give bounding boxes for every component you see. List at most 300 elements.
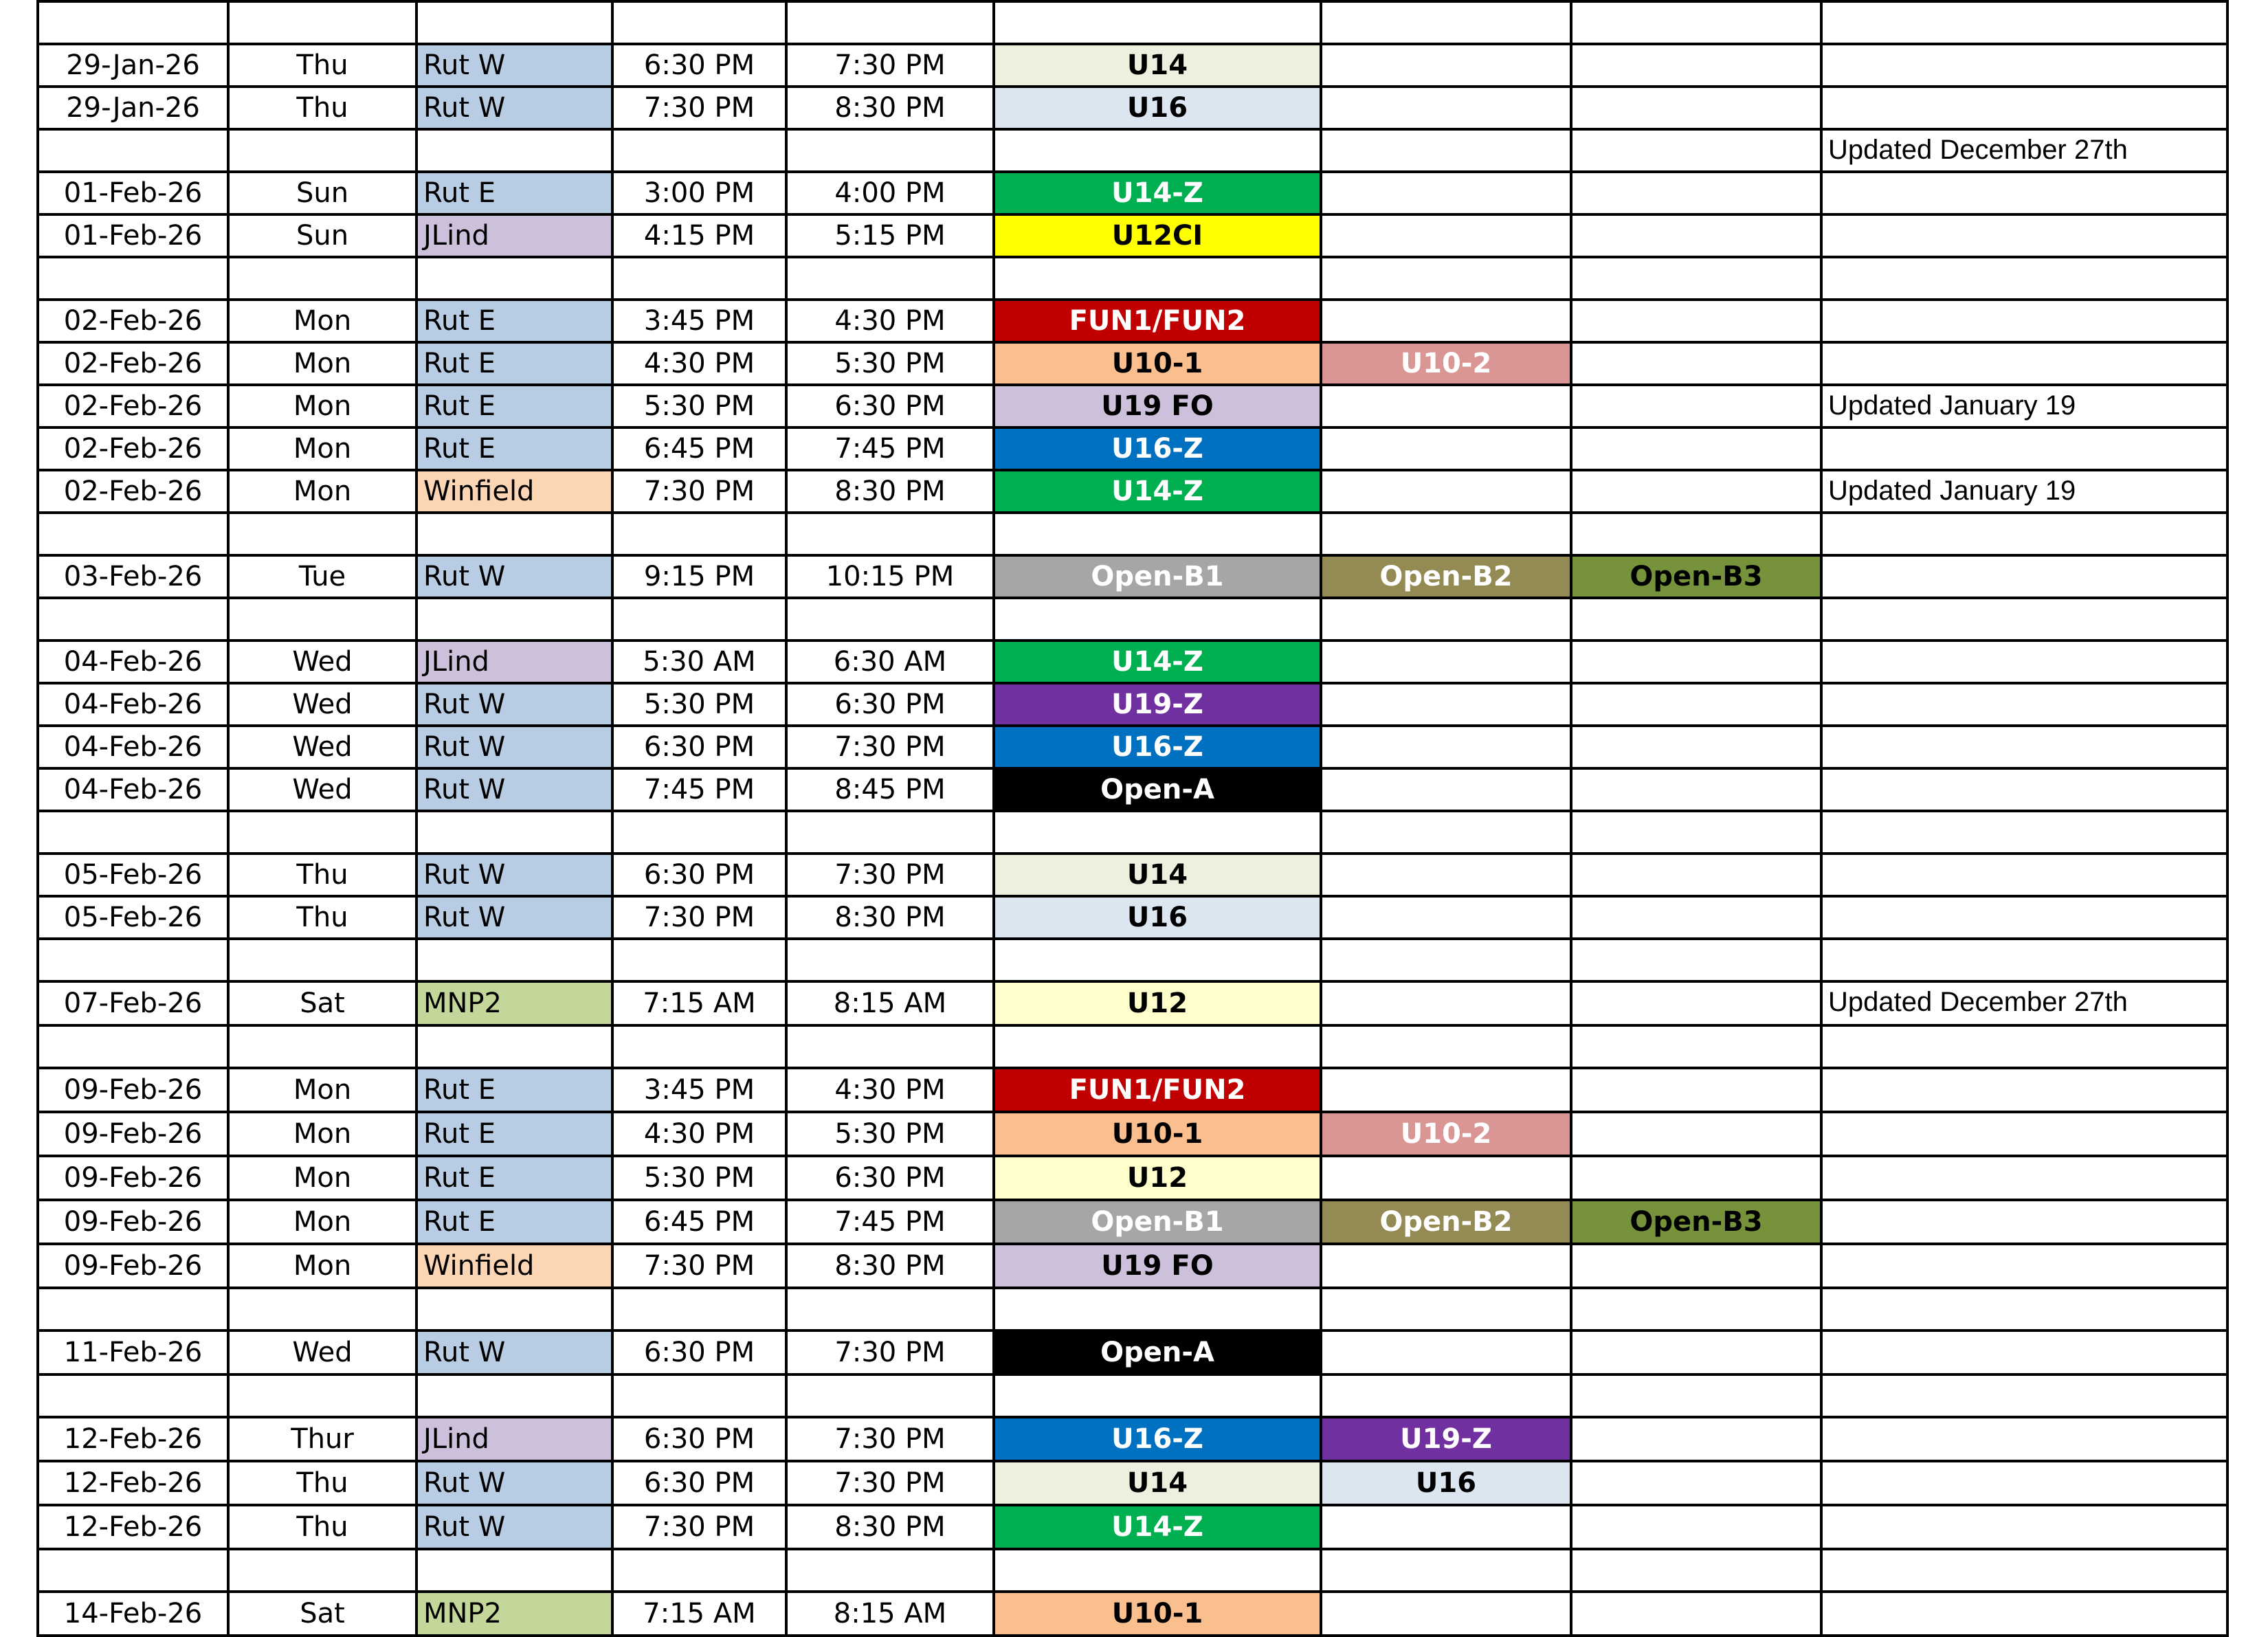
date-cell [38,1374,228,1417]
day-cell: Thu [228,854,416,896]
table-row [38,811,2227,854]
end-time-cell [786,598,994,641]
end-time-cell: 8:30 PM [786,896,994,939]
note-cell [1821,1025,2227,1068]
date-cell: 03-Feb-26 [38,555,228,598]
note-cell: Updated January 19 [1821,385,2227,427]
note-cell [1821,342,2227,385]
day-cell: Thur [228,1417,416,1461]
rink-cell: Rut E [416,342,612,385]
start-time-cell [612,1,786,44]
note-cell [1821,555,2227,598]
rink-cell: Winfield [416,1244,612,1288]
rink-cell: Rut E [416,1068,612,1112]
note-cell [1821,683,2227,726]
note-cell [1821,641,2227,683]
team-3-cell [1571,1417,1821,1461]
day-cell: Wed [228,641,416,683]
team-3-cell: Open-B3 [1571,555,1821,598]
start-time-cell: 6:45 PM [612,427,786,470]
end-time-cell: 4:30 PM [786,1068,994,1112]
note-cell [1821,1,2227,44]
team-2-cell [1321,1549,1571,1592]
rink-cell [416,1288,612,1330]
team-2-cell [1321,1505,1571,1549]
end-time-cell: 8:15 AM [786,1592,994,1636]
rink-cell [416,1549,612,1592]
start-time-cell: 7:30 PM [612,896,786,939]
table-row [38,896,2227,939]
table-row [38,768,2227,811]
note-cell: Updated December 27th [1821,129,2227,172]
note-cell [1821,44,2227,87]
rink-cell [416,257,612,300]
start-time-cell: 6:30 PM [612,1330,786,1374]
start-time-cell: 7:45 PM [612,768,786,811]
rink-cell [416,811,612,854]
end-time-cell: 4:00 PM [786,172,994,214]
date-cell [38,1025,228,1068]
date-cell: 12-Feb-26 [38,1417,228,1461]
team-3-cell [1571,470,1821,513]
team-3-cell [1571,981,1821,1025]
date-cell: 12-Feb-26 [38,1505,228,1549]
start-time-cell: 3:00 PM [612,172,786,214]
day-cell: Wed [228,726,416,768]
table-row [38,1330,2227,1374]
rink-cell [416,513,612,555]
team-2-cell [1321,172,1571,214]
date-cell: 02-Feb-26 [38,470,228,513]
team-2-cell [1321,1,1571,44]
end-time-cell [786,1025,994,1068]
team-2-cell [1321,1592,1571,1636]
date-cell: 29-Jan-26 [38,44,228,87]
day-cell: Mon [228,1068,416,1112]
rink-cell: Rut W [416,44,612,87]
team-2-cell: U16 [1321,1461,1571,1505]
team-2-cell [1321,939,1571,981]
team-1-cell: U14-Z [994,470,1321,513]
start-time-cell [612,129,786,172]
team-2-cell: Open-B2 [1321,555,1571,598]
team-3-cell [1571,214,1821,257]
end-time-cell: 4:30 PM [786,300,994,342]
date-cell [38,513,228,555]
note-cell: Updated January 19 [1821,470,2227,513]
note-cell [1821,1112,2227,1156]
end-time-cell [786,513,994,555]
table-row [38,257,2227,300]
start-time-cell: 6:45 PM [612,1200,786,1244]
table-row [38,1068,2227,1112]
end-time-cell [786,811,994,854]
date-cell: 29-Jan-26 [38,87,228,129]
team-1-cell: U16-Z [994,1417,1321,1461]
team-3-cell [1571,896,1821,939]
team-2-cell [1321,641,1571,683]
team-2-cell: Open-B2 [1321,1200,1571,1244]
team-2-cell [1321,44,1571,87]
day-cell [228,939,416,981]
date-cell: 04-Feb-26 [38,768,228,811]
team-2-cell [1321,1068,1571,1112]
end-time-cell: 5:15 PM [786,214,994,257]
team-1-cell: U12 [994,981,1321,1025]
date-cell: 09-Feb-26 [38,1156,228,1200]
team-2-cell [1321,1025,1571,1068]
end-time-cell: 7:30 PM [786,854,994,896]
start-time-cell [612,257,786,300]
note-cell [1821,513,2227,555]
note-cell [1821,300,2227,342]
start-time-cell [612,939,786,981]
date-cell: 02-Feb-26 [38,427,228,470]
team-2-cell [1321,1156,1571,1200]
date-cell: 14-Feb-26 [38,1592,228,1636]
team-2-cell [1321,811,1571,854]
end-time-cell [786,1549,994,1592]
day-cell: Thu [228,1461,416,1505]
start-time-cell: 3:45 PM [612,300,786,342]
table-row [38,1200,2227,1244]
team-1-cell: U12CI [994,214,1321,257]
day-cell: Mon [228,427,416,470]
end-time-cell: 8:30 PM [786,470,994,513]
ice-schedule-table [36,0,2229,1637]
team-1-cell: U10-1 [994,1592,1321,1636]
note-cell [1821,214,2227,257]
team-1-cell: U16 [994,87,1321,129]
start-time-cell: 4:30 PM [612,1112,786,1156]
rink-cell [416,1025,612,1068]
day-cell [228,1025,416,1068]
date-cell: 07-Feb-26 [38,981,228,1025]
team-3-cell [1571,129,1821,172]
start-time-cell [612,1374,786,1417]
team-2-cell [1321,427,1571,470]
date-cell [38,939,228,981]
table-row [38,342,2227,385]
team-3-cell [1571,1461,1821,1505]
day-cell: Sat [228,981,416,1025]
team-1-cell [994,598,1321,641]
team-3-cell [1571,1330,1821,1374]
table-row [38,555,2227,598]
note-cell [1821,172,2227,214]
note-cell [1821,1244,2227,1288]
rink-cell [416,129,612,172]
note-cell [1821,427,2227,470]
team-1-cell: U10-1 [994,342,1321,385]
day-cell: Thu [228,44,416,87]
team-2-cell [1321,683,1571,726]
date-cell [38,598,228,641]
team-2-cell [1321,513,1571,555]
note-cell [1821,939,2227,981]
table-row [38,470,2227,513]
table-row [38,1374,2227,1417]
day-cell [228,1,416,44]
day-cell: Thu [228,1505,416,1549]
table-row [38,1461,2227,1505]
rink-cell: MNP2 [416,981,612,1025]
team-1-cell: U14-Z [994,172,1321,214]
team-3-cell [1571,1505,1821,1549]
team-3-cell [1571,1068,1821,1112]
team-2-cell: U19-Z [1321,1417,1571,1461]
note-cell [1821,726,2227,768]
team-2-cell [1321,214,1571,257]
team-1-cell [994,1549,1321,1592]
team-2-cell [1321,598,1571,641]
team-3-cell [1571,1156,1821,1200]
day-cell [228,811,416,854]
day-cell: Thu [228,87,416,129]
team-3-cell [1571,257,1821,300]
note-cell [1821,1461,2227,1505]
date-cell: 02-Feb-26 [38,300,228,342]
table-row [38,214,2227,257]
start-time-cell: 6:30 PM [612,44,786,87]
table-row [38,300,2227,342]
team-1-cell: U12 [994,1156,1321,1200]
start-time-cell [612,1549,786,1592]
team-2-cell [1321,1288,1571,1330]
table-row [38,1592,2227,1636]
note-cell [1821,1417,2227,1461]
team-2-cell [1321,257,1571,300]
rink-cell [416,1374,612,1417]
start-time-cell: 6:30 PM [612,726,786,768]
rink-cell: Rut W [416,555,612,598]
table-row [38,1549,2227,1592]
rink-cell: Rut E [416,385,612,427]
start-time-cell: 4:15 PM [612,214,786,257]
rink-cell: JLind [416,641,612,683]
rink-cell: Rut W [416,1461,612,1505]
table-row [38,641,2227,683]
day-cell: Mon [228,1200,416,1244]
day-cell: Mon [228,470,416,513]
team-3-cell [1571,1,1821,44]
team-2-cell [1321,129,1571,172]
end-time-cell: 7:30 PM [786,1417,994,1461]
team-1-cell [994,939,1321,981]
table-row [38,129,2227,172]
table-row [38,1244,2227,1288]
end-time-cell [786,129,994,172]
team-1-cell: U19-Z [994,683,1321,726]
note-cell [1821,854,2227,896]
date-cell [38,1549,228,1592]
team-1-cell: U16-Z [994,726,1321,768]
date-cell: 09-Feb-26 [38,1244,228,1288]
table-row [38,981,2227,1025]
rink-cell: Rut W [416,87,612,129]
start-time-cell: 3:45 PM [612,1068,786,1112]
note-cell [1821,1156,2227,1200]
end-time-cell: 8:45 PM [786,768,994,811]
team-2-cell: U10-2 [1321,1112,1571,1156]
note-cell: Updated December 27th [1821,981,2227,1025]
rink-cell: Rut W [416,1505,612,1549]
day-cell: Mon [228,1156,416,1200]
rink-cell: JLind [416,1417,612,1461]
day-cell [228,1288,416,1330]
date-cell: 04-Feb-26 [38,683,228,726]
team-3-cell [1571,87,1821,129]
team-3-cell [1571,854,1821,896]
team-2-cell [1321,1244,1571,1288]
start-time-cell: 7:15 AM [612,1592,786,1636]
day-cell: Mon [228,1244,416,1288]
rink-cell: JLind [416,214,612,257]
team-1-cell: Open-A [994,1330,1321,1374]
team-1-cell [994,1,1321,44]
table-row [38,1156,2227,1200]
end-time-cell: 5:30 PM [786,1112,994,1156]
date-cell: 09-Feb-26 [38,1068,228,1112]
team-3-cell [1571,641,1821,683]
end-time-cell: 7:30 PM [786,44,994,87]
team-2-cell [1321,1330,1571,1374]
team-3-cell [1571,1374,1821,1417]
start-time-cell: 7:30 PM [612,1505,786,1549]
rink-cell: Rut W [416,683,612,726]
team-3-cell [1571,300,1821,342]
start-time-cell [612,811,786,854]
team-1-cell: U19 FO [994,385,1321,427]
table-row [38,726,2227,768]
day-cell: Mon [228,1112,416,1156]
end-time-cell: 6:30 PM [786,1156,994,1200]
end-time-cell [786,1374,994,1417]
end-time-cell: 7:45 PM [786,427,994,470]
team-2-cell [1321,470,1571,513]
start-time-cell: 7:15 AM [612,981,786,1025]
date-cell [38,129,228,172]
team-3-cell [1571,1112,1821,1156]
team-2-cell [1321,385,1571,427]
rink-cell: Winfield [416,470,612,513]
team-3-cell [1571,1288,1821,1330]
team-1-cell: U10-1 [994,1112,1321,1156]
end-time-cell [786,1288,994,1330]
date-cell: 05-Feb-26 [38,854,228,896]
team-1-cell: Open-A [994,768,1321,811]
start-time-cell: 4:30 PM [612,342,786,385]
end-time-cell: 8:30 PM [786,1505,994,1549]
day-cell: Sun [228,172,416,214]
rink-cell: Rut E [416,1200,612,1244]
team-2-cell [1321,896,1571,939]
note-cell [1821,257,2227,300]
date-cell: 02-Feb-26 [38,385,228,427]
end-time-cell: 8:30 PM [786,87,994,129]
rink-cell: Rut W [416,1330,612,1374]
day-cell [228,129,416,172]
rink-cell: Rut E [416,300,612,342]
end-time-cell: 6:30 PM [786,683,994,726]
schedule-rows [38,1,2227,1636]
date-cell: 09-Feb-26 [38,1200,228,1244]
start-time-cell: 7:30 PM [612,87,786,129]
team-3-cell [1571,811,1821,854]
rink-cell: MNP2 [416,1592,612,1636]
team-1-cell [994,1025,1321,1068]
end-time-cell: 7:30 PM [786,726,994,768]
team-2-cell [1321,768,1571,811]
day-cell: Sun [228,214,416,257]
note-cell [1821,768,2227,811]
note-cell [1821,1330,2227,1374]
date-cell: 02-Feb-26 [38,342,228,385]
note-cell [1821,1288,2227,1330]
rink-cell: Rut E [416,1156,612,1200]
note-cell [1821,1549,2227,1592]
end-time-cell: 5:30 PM [786,342,994,385]
team-3-cell [1571,385,1821,427]
day-cell [228,1374,416,1417]
day-cell [228,1549,416,1592]
table-row [38,44,2227,87]
end-time-cell: 6:30 AM [786,641,994,683]
end-time-cell: 8:30 PM [786,1244,994,1288]
team-2-cell [1321,854,1571,896]
date-cell: 01-Feb-26 [38,172,228,214]
team-2-cell [1321,87,1571,129]
team-3-cell [1571,44,1821,87]
rink-cell: Rut E [416,1112,612,1156]
table-row [38,1,2227,44]
date-cell [38,257,228,300]
end-time-cell [786,939,994,981]
start-time-cell: 5:30 AM [612,641,786,683]
day-cell: Mon [228,385,416,427]
start-time-cell [612,513,786,555]
end-time-cell: 7:30 PM [786,1461,994,1505]
table-row [38,854,2227,896]
start-time-cell: 5:30 PM [612,683,786,726]
date-cell: 12-Feb-26 [38,1461,228,1505]
team-1-cell: U14-Z [994,1505,1321,1549]
end-time-cell: 7:45 PM [786,1200,994,1244]
end-time-cell [786,257,994,300]
team-2-cell [1321,981,1571,1025]
start-time-cell: 5:30 PM [612,385,786,427]
start-time-cell: 6:30 PM [612,854,786,896]
end-time-cell [786,1,994,44]
end-time-cell: 7:30 PM [786,1330,994,1374]
team-3-cell: Open-B3 [1571,1200,1821,1244]
team-1-cell [994,811,1321,854]
team-3-cell [1571,513,1821,555]
note-cell [1821,1068,2227,1112]
team-3-cell [1571,768,1821,811]
rink-cell: Rut W [416,896,612,939]
date-cell: 01-Feb-26 [38,214,228,257]
team-1-cell: FUN1/FUN2 [994,1068,1321,1112]
team-1-cell: U16 [994,896,1321,939]
table-row [38,87,2227,129]
table-row [38,385,2227,427]
start-time-cell [612,1288,786,1330]
end-time-cell: 10:15 PM [786,555,994,598]
rink-cell [416,1,612,44]
note-cell [1821,598,2227,641]
team-1-cell [994,513,1321,555]
